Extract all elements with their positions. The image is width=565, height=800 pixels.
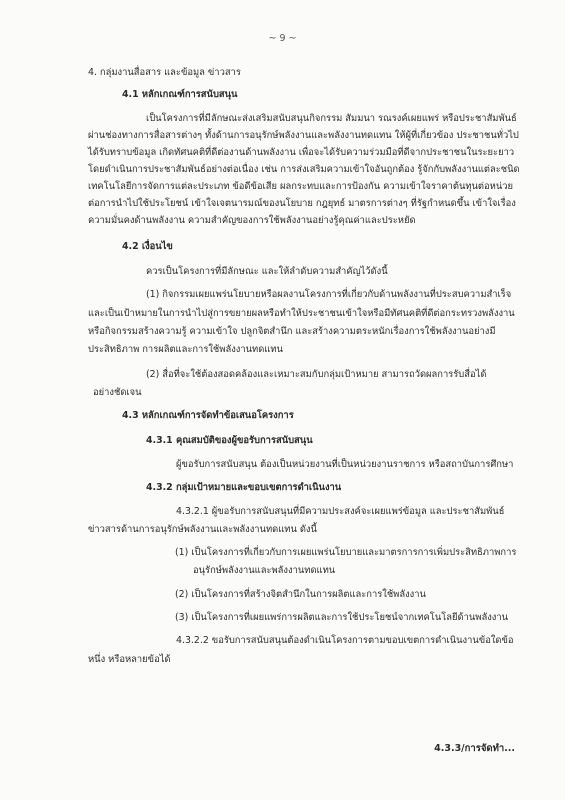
section-4-3-heading: 4.3 หลักเกณฑ์การจัดทำข้อเสนอโครงการ [122, 410, 294, 421]
paragraph-line: 4.3.2.1 ผู้ขอรับการสนับสนุนที่มีความประสงค์จะเผยแพร่ข้อมูล และประชาสัมพันธ์ [176, 506, 505, 517]
section-4-1-heading: 4.1 หลักเกณฑ์การสนับสนุน [122, 89, 238, 100]
paragraph-line: ความมั่นคงด้านพลังงาน ความสำคัญของการใช้พลังงานอย่างรู้คุณค่าและประหยัด [88, 215, 416, 226]
paragraph-line: เทคโนโลยีการจัดการแต่ละประเภท ข้อดีข้อเสีย ผลกระทบและการป้องกัน ความเข้าใจราคาต้นทุนต่อหน่วย [88, 181, 514, 192]
paragraph-line: โดยดำเนินการประชาสัมพันธ์อย่างต่อเนื่อง เช่น การส่งเสริมความเข้าใจอันถูกต้อง รู้จักกับพลังงานแต่ละชนิด [88, 164, 520, 175]
paragraph-line: ควรเป็นโครงการที่มีลักษณะ และให้ลำดับความสำคัญไว้ดังนี้ [146, 266, 388, 277]
paragraph-line: อย่างชัดเจน [93, 387, 142, 398]
paragraph-line: ได้รับทราบข้อมูล เกิดทัศนคติที่ดีต่องานด้านพลังงาน เพื่อจะได้รับความร่วมมือที่ดีจากประชาชนในระยะยาว [88, 147, 515, 158]
paragraph-line: ผู้ขอรับการสนับสนุน ต้องเป็นหน่วยงานที่เป็นหน่วยงานราชการ หรือสถาบันการศึกษา [176, 459, 514, 470]
section-4-2-heading: 4.2 เงื่อนไข [122, 241, 173, 252]
page-number: ~ 9 ~ [268, 33, 297, 44]
paragraph-line: หนึ่ง หรือหลายข้อได้ [88, 654, 171, 665]
section-4-3-2-heading: 4.3.2 กลุ่มเป้าหมายและขอบเขตการดำเนินงาน [146, 482, 342, 493]
continuation-footer: 4.3.3/การจัดทำ... [434, 743, 515, 754]
paragraph-line: ต่อการนำไปใช้ประโยชน์ เข้าใจเจตนารมณ์ของนโยบาย กฎยุทธ์ มาตรการต่างๆ ที่รัฐกำหนดขึ้น เข้าใจเรื่อง [88, 198, 516, 209]
sub-list-item-1: (1) เป็นโครงการที่เกี่ยวกับการเผยแพร่นโยบายและมาตรการการเพิ่มประสิทธิภาพการ [175, 547, 517, 558]
paragraph-line: 4.3.2.2 ขอรับการสนับสนุนต้องดำเนินโครงการตามขอบเขตการดำเนินงานข้อใดข้อ [176, 635, 514, 646]
paragraph-line: อนุรักษ์พลังงานและพลังงานทดแทน [193, 565, 336, 576]
paragraph-line: ประสิทธิภาพ การผลิตและการใช้พลังงานทดแทน [88, 344, 283, 355]
sub-list-item-3: (3) เป็นโครงการที่เผยแพร่การผลิตและการใช้ประโยชน์จากเทคโนโลยีด้านพลังงาน [175, 612, 509, 623]
paragraph-line: เป็นโครงการที่มีลักษณะส่งเสริมสนับสนุนกิจกรรม สัมมนา รณรงค์เผยแพร่ หรือประชาสัมพันธ์ [146, 113, 517, 124]
paragraph-line: ข่าวสารด้านการอนุรักษ์พลังงานและพลังงานทดแทน ดังนี้ [88, 524, 317, 535]
section-4-3-1-heading: 4.3.1 คุณสมบัติของผู้ขอรับการสนับสนุน [146, 435, 313, 446]
list-item-1: (1) กิจกรรมเผยแพร่นโยบายหรือผลงานโครงการที่เกี่ยวกับด้านพลังงานที่ประสบความสำเร็จ [146, 289, 512, 300]
list-item-2: (2) สื่อที่จะใช้ต้องสอดคล้องและเหมาะสมกับกลุ่มเป้าหมาย สามารถวัดผลการรับสื่อได้ [146, 369, 487, 380]
section-4-heading: 4. กลุ่มงานสื่อสาร และข้อมูล ข่าวสาร [88, 67, 241, 78]
paragraph-line: หรือกิจกรรมสร้างความรู้ ความเข้าใจ ปลูกจิตสำนึก และสร้างความตระหนักเรื่องการใช้พลังงานอย่างมี [88, 326, 496, 337]
sub-list-item-2: (2) เป็นโครงการที่สร้างจิตสำนึกในการผลิตและการใช้พลังงาน [175, 589, 426, 600]
paragraph-line: และเป็นเป้าหมายในการนำไปสู่การขยายผลหรือทำให้ประชาชนเข้าใจหรือมีทัศนคติที่ดีต่อกระทรวงพลังงาน [88, 308, 515, 319]
paragraph-line: ผ่านช่องทางการสื่อสารต่างๆ ทั้งด้านการอนุรักษ์พลังงานและพลังงานทดแทน ให้ผู้ที่เกี่ยวข้อง ประชาชนทั่วไป [88, 130, 519, 141]
